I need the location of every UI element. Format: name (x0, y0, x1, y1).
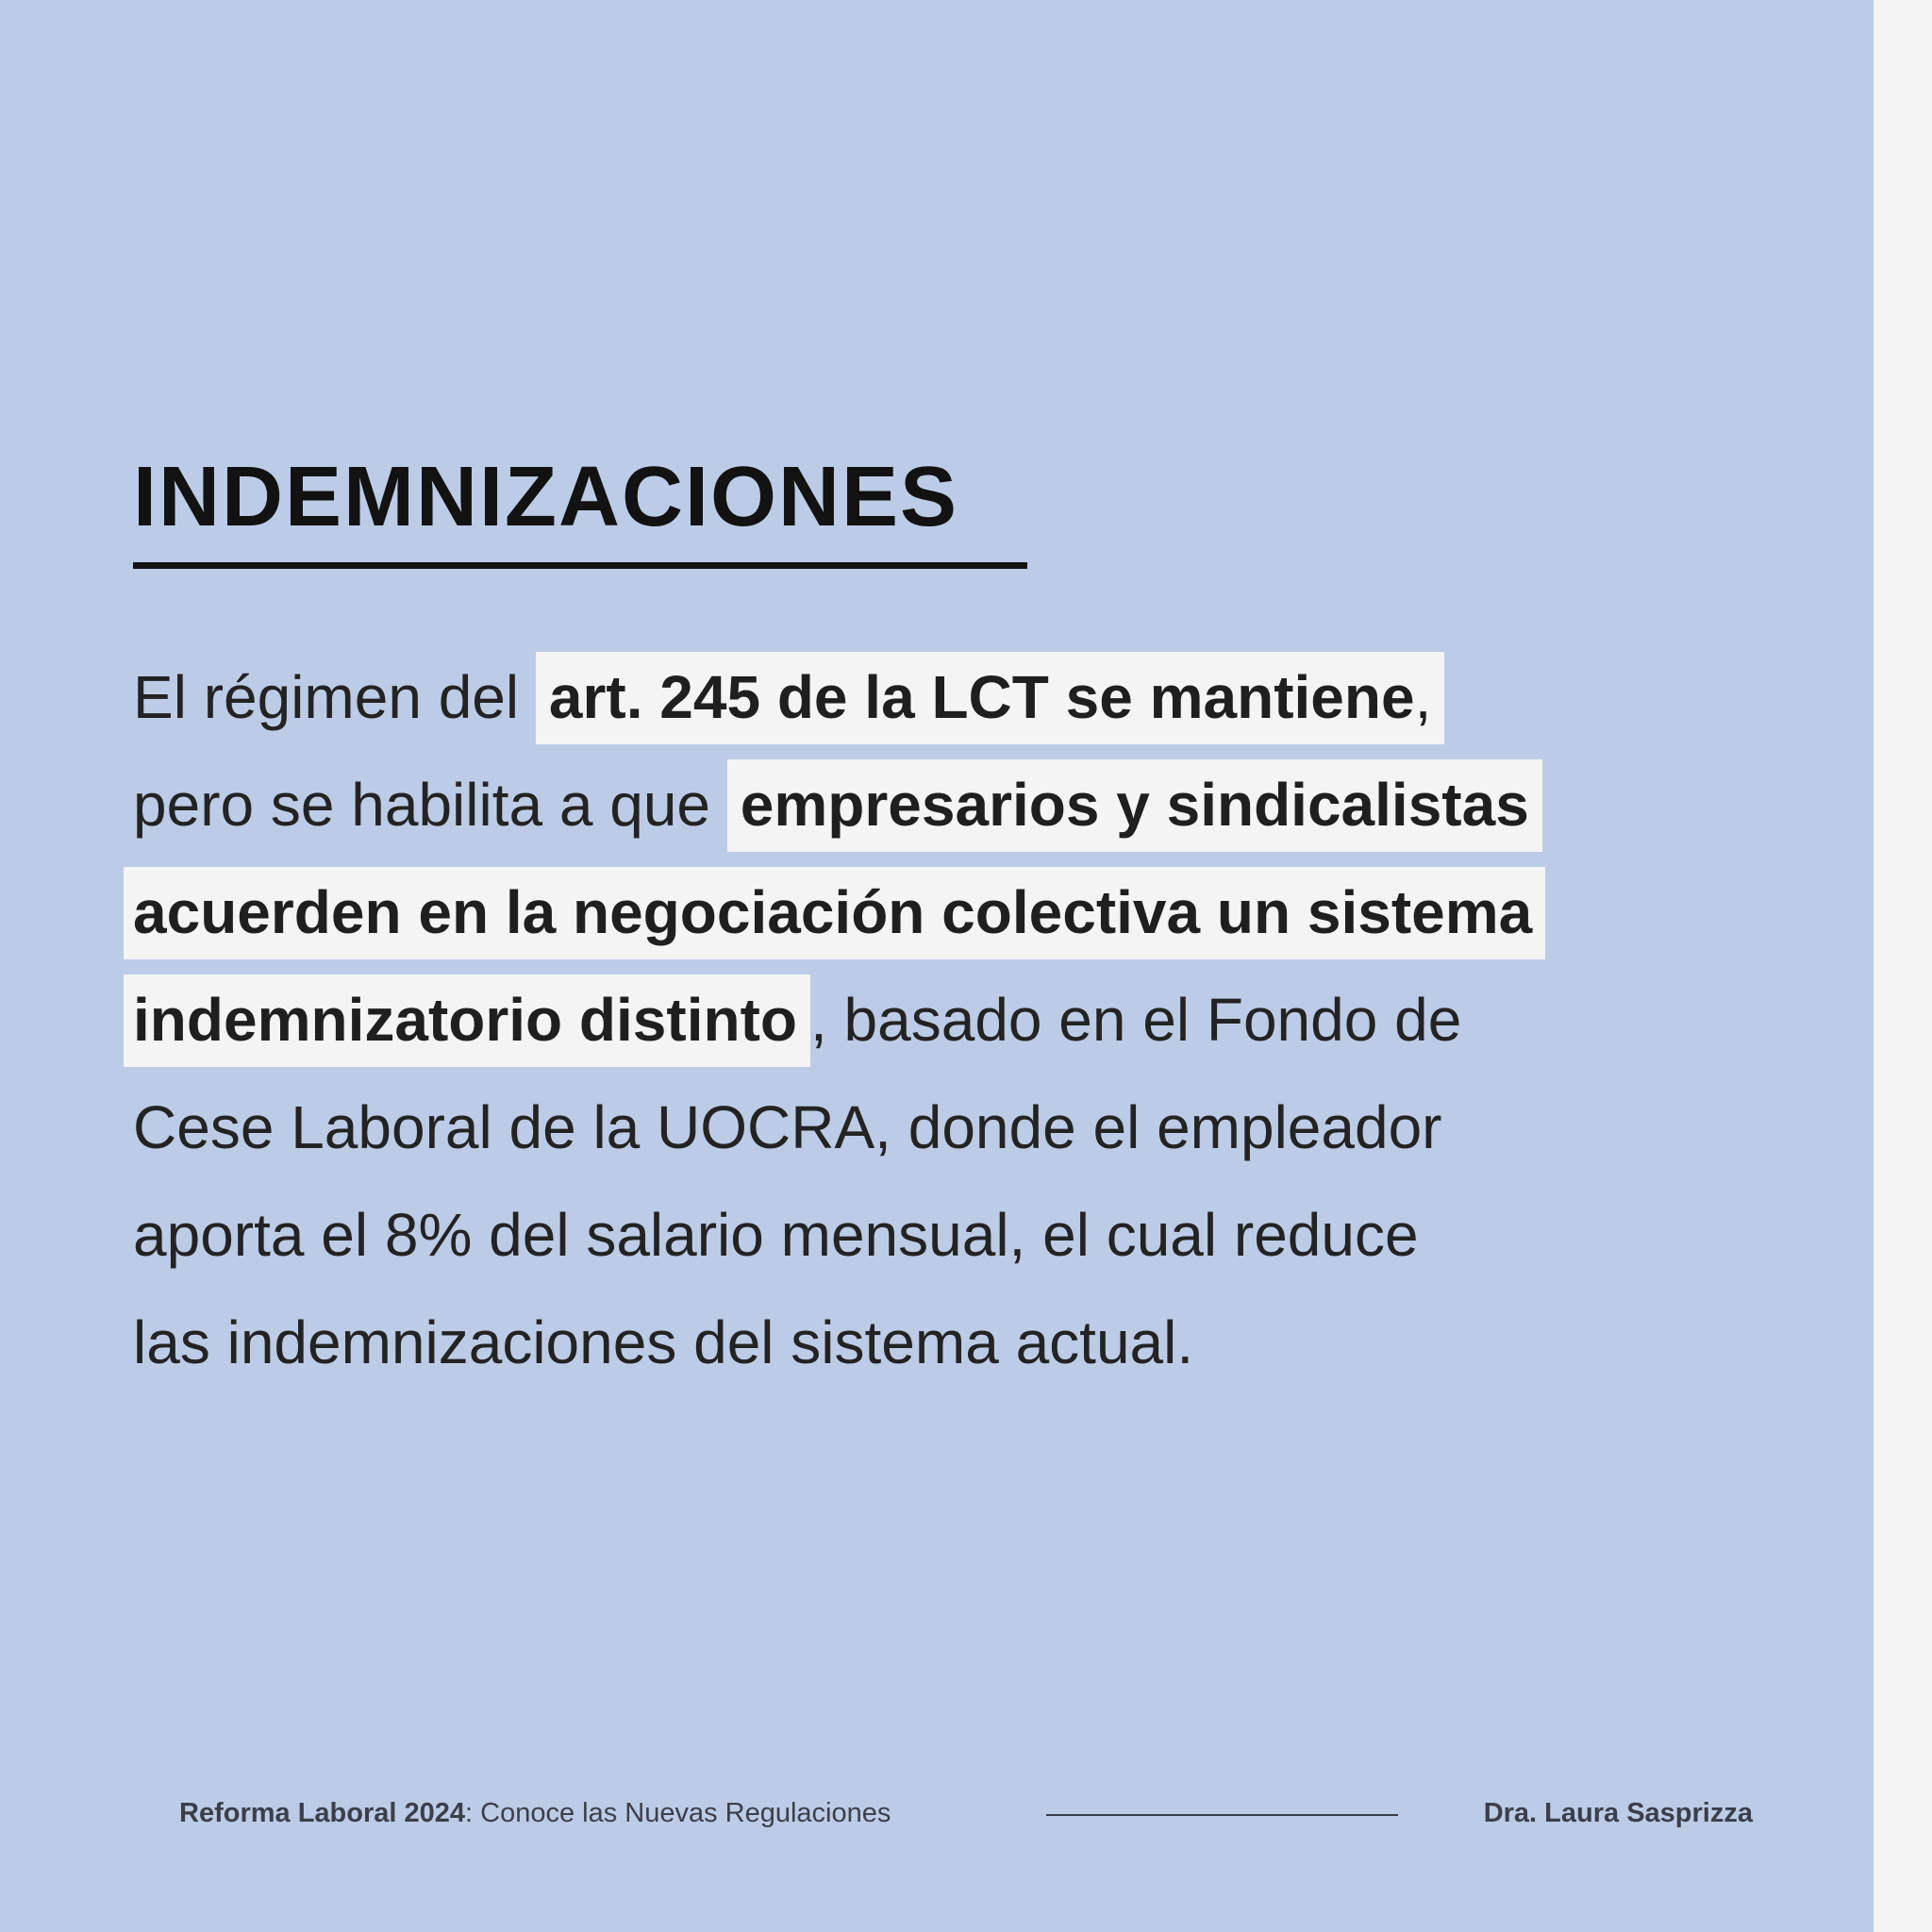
body-line-3 (133, 858, 1756, 966)
footer-series-bold: Reforma Laboral 2024 (179, 1798, 466, 1828)
footer (0, 1792, 1874, 1840)
footer-series-subtitle: : Conoce las Nuevas Regulaciones (465, 1798, 891, 1828)
body-line-2 (133, 751, 1756, 858)
highlight-bold-text: art. 245 de la LCT se mantiene (548, 663, 1415, 731)
highlighted-text: empresarios y sindicalistas (727, 759, 1542, 852)
footer-author: Dra. Laura Sasprizza (1483, 1798, 1753, 1828)
footer-series-title (179, 1798, 891, 1829)
slide-title: INDEMNIZACIONES (133, 450, 959, 544)
footer-divider (1046, 1814, 1398, 1816)
body-paragraph (133, 643, 1756, 1396)
body-text-segment: El régimen del (133, 663, 536, 731)
body-line-4 (133, 966, 1756, 1074)
highlighted-text: acuerden en la negociación colectiva un sistema (124, 867, 1545, 959)
body-text-segment: , (1414, 663, 1432, 731)
body-line-7: las indemnizaciones del sistema actual. (133, 1308, 1194, 1376)
highlighted-text: indemnizatorio distinto (124, 974, 810, 1067)
body-line-6: aporta el 8% del salario mensual, el cual reduce (133, 1201, 1419, 1269)
body-text-segment: , basado en el Fondo de (809, 986, 1462, 1054)
highlighted-text (536, 652, 1444, 744)
body-line-1 (133, 643, 1756, 751)
body-line-5: Cese Laboral de la UOCRA, donde el empleador (133, 1093, 1442, 1161)
title-underline (133, 562, 1027, 569)
body-text-segment: pero se habilita a que (133, 771, 727, 839)
